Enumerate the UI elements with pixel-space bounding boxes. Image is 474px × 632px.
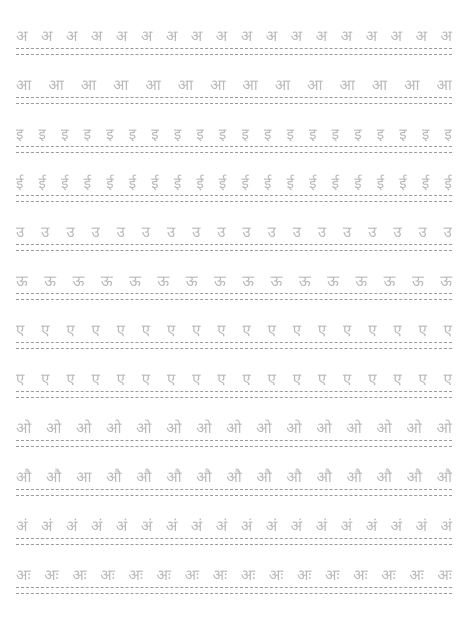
letter-sequence — [16, 410, 452, 436]
tracing-letter: ए — [66, 321, 75, 339]
letter-sequence — [16, 508, 452, 534]
tracing-letter: ए — [393, 370, 402, 388]
tracing-letter: ए — [292, 321, 302, 339]
practice-row — [16, 116, 452, 156]
tracing-letter: अ — [215, 27, 228, 45]
tracing-letter: ई — [38, 174, 46, 192]
letter-sequence — [16, 459, 452, 485]
tracing-letter: अं — [440, 517, 452, 535]
tracing-letter: ए — [418, 321, 427, 339]
tracing-letter: ए — [41, 370, 50, 388]
tracing-letter: अ — [340, 27, 353, 45]
tracing-letter: औ — [106, 468, 122, 486]
tracing-letter: ई — [444, 174, 452, 192]
tracing-letter: ओ — [376, 419, 392, 437]
tracing-letter: अः — [156, 566, 171, 584]
tracing-letter: अः — [16, 566, 31, 584]
tracing-letter: ए — [393, 321, 402, 339]
tracing-letter: अं — [190, 517, 203, 535]
tracing-letter: उ — [443, 223, 452, 241]
practice-row — [16, 263, 452, 303]
tracing-letter: ए — [443, 370, 452, 388]
tracing-letter: उ — [368, 223, 377, 241]
tracing-letter: ए — [217, 370, 226, 388]
practice-row — [16, 508, 452, 548]
tracing-letter: इ — [196, 125, 204, 143]
tracing-letter: ऊ — [327, 272, 339, 290]
practice-row — [16, 410, 452, 450]
tracing-letter: अं — [415, 517, 427, 535]
writing-guide-line — [16, 250, 452, 251]
tracing-letter: ओ — [16, 419, 32, 437]
tracing-letter: ए — [116, 370, 125, 388]
tracing-letter: ए — [141, 370, 151, 388]
tracing-letter: औ — [16, 468, 32, 486]
tracing-letter: इ — [444, 125, 452, 143]
tracing-letter: उ — [16, 223, 25, 241]
tracing-letter: इ — [218, 125, 227, 143]
tracing-letter: इ — [331, 125, 340, 143]
tracing-letter: अं — [165, 517, 178, 535]
tracing-letter: अ — [140, 27, 153, 45]
tracing-letter: अं — [115, 517, 128, 535]
tracing-letter: ई — [106, 174, 114, 192]
tracing-letter: अ — [40, 27, 53, 45]
practice-row — [16, 361, 452, 401]
writing-guide-line — [16, 391, 452, 392]
tracing-letter: ई — [173, 174, 182, 192]
tracing-letter: आ — [242, 76, 258, 94]
tracing-letter: ई — [196, 174, 204, 192]
tracing-letter: आ — [113, 76, 129, 94]
writing-guide-line — [16, 342, 452, 343]
tracing-letter: अ — [65, 27, 78, 45]
letter-sequence — [16, 214, 452, 240]
tracing-letter: ऊ — [213, 272, 226, 290]
tracing-letter: औ — [226, 468, 242, 486]
tracing-letter: अं — [215, 517, 228, 535]
tracing-letter: ई — [16, 174, 24, 192]
tracing-letter: ए — [242, 370, 251, 388]
tracing-letter: उ — [242, 223, 251, 241]
tracing-letter: इ — [151, 125, 159, 143]
tracing-letter: अं — [90, 517, 103, 535]
letter-sequence — [16, 67, 452, 93]
writing-guide-line — [16, 48, 452, 49]
tracing-letter: ई — [286, 174, 294, 192]
writing-guide-line — [16, 201, 452, 202]
practice-row — [16, 18, 452, 58]
practice-row — [16, 459, 452, 499]
tracing-letter: औ — [256, 468, 272, 486]
tracing-letter: इ — [106, 125, 114, 143]
tracing-letter: ई — [83, 174, 92, 192]
tracing-letter: अः — [296, 566, 312, 584]
tracing-letter: औ — [376, 468, 392, 486]
writing-guide-line — [16, 103, 452, 104]
tracing-letter: आ — [339, 76, 355, 94]
tracing-letter: ओ — [76, 419, 92, 437]
tracing-letter: ऊ — [383, 272, 396, 290]
tracing-letter: ए — [368, 321, 377, 339]
tracing-letter: ई — [61, 174, 69, 192]
tracing-letter: उ — [192, 223, 201, 241]
tracing-letter: ओ — [226, 419, 242, 437]
writing-guide-line — [16, 146, 452, 147]
tracing-letter: इ — [286, 125, 294, 143]
tracing-letter: ए — [242, 321, 251, 339]
tracing-letter: इ — [61, 125, 69, 143]
tracing-letter: औ — [196, 468, 212, 486]
writing-guide-line — [16, 544, 452, 545]
tracing-letter: औ — [46, 468, 62, 486]
tracing-letter: अः — [72, 566, 87, 584]
tracing-letter: ओ — [316, 419, 332, 437]
tracing-letter: औ — [346, 468, 362, 486]
writing-guide-line — [16, 299, 452, 300]
tracing-letter: औ — [286, 468, 302, 486]
tracing-letter: ए — [267, 370, 276, 388]
tracing-letter: आ — [76, 468, 92, 486]
writing-guide-line — [16, 446, 452, 447]
tracing-letter: अं — [65, 517, 78, 535]
tracing-letter: ओ — [46, 419, 62, 437]
tracing-letter: अ — [290, 27, 303, 45]
tracing-letter: अः — [44, 566, 59, 584]
tracing-letter: अं — [140, 517, 153, 535]
tracing-letter: इ — [38, 125, 46, 143]
tracing-letter: ए — [292, 370, 302, 388]
tracing-letter: औ — [136, 468, 152, 486]
tracing-letter: आ — [48, 76, 64, 94]
letter-sequence — [16, 18, 452, 44]
tracing-letter: ई — [218, 174, 227, 192]
tracing-letter: इ — [376, 125, 385, 143]
practice-row — [16, 312, 452, 352]
tracing-letter: ए — [217, 321, 226, 339]
letter-sequence — [16, 557, 452, 583]
tracing-letter: इ — [128, 125, 137, 143]
tracing-letter: अ — [365, 27, 378, 45]
tracing-letter: ओ — [406, 419, 422, 437]
tracing-letter: ए — [192, 370, 201, 388]
tracing-letter: इ — [309, 125, 317, 143]
tracing-letter: अं — [265, 517, 278, 535]
tracing-letter: ए — [166, 370, 176, 388]
tracing-letter: उ — [141, 223, 151, 241]
tracing-letter: अ — [90, 27, 103, 45]
tracing-letter: ई — [264, 174, 272, 192]
tracing-letter: ऊ — [242, 272, 255, 290]
tracing-letter: औ — [436, 468, 452, 486]
tracing-letter: अ — [315, 27, 328, 45]
tracing-letter: अं — [16, 517, 28, 535]
tracing-letter: उ — [41, 223, 50, 241]
tracing-letter: अ — [16, 27, 28, 45]
tracing-letter: इ — [264, 125, 272, 143]
tracing-letter: औ — [316, 468, 332, 486]
tracing-letter: ई — [309, 174, 317, 192]
writing-guide-line — [16, 495, 452, 496]
tracing-letter: ऊ — [72, 272, 85, 290]
tracing-letter: ए — [166, 321, 176, 339]
letter-sequence — [16, 263, 452, 289]
tracing-letter: इ — [83, 125, 92, 143]
tracing-letter: ऊ — [129, 272, 141, 290]
writing-guide-line — [16, 293, 452, 294]
tracing-letter: आ — [404, 76, 420, 94]
practice-row — [16, 165, 452, 205]
tracing-letter: इ — [354, 125, 362, 143]
tracing-letter: ऊ — [440, 272, 452, 290]
writing-guide-line — [16, 587, 452, 588]
tracing-letter: ऊ — [411, 272, 424, 290]
tracing-letter: इ — [16, 125, 24, 143]
writing-guide-line — [16, 538, 452, 539]
tracing-letter: अः — [325, 566, 340, 584]
tracing-letter: ऊ — [185, 272, 198, 290]
tracing-letter: अः — [240, 566, 256, 584]
tracing-letter: ऊ — [355, 272, 368, 290]
tracing-letter: इ — [399, 125, 407, 143]
writing-guide-line — [16, 244, 452, 245]
practice-row — [16, 557, 452, 597]
tracing-letter: औ — [166, 468, 182, 486]
tracing-letter: ए — [116, 321, 125, 339]
tracing-letter: उ — [66, 223, 75, 241]
tracing-letter: अ — [265, 27, 278, 45]
tracing-letter: आ — [210, 76, 226, 94]
tracing-letter: अः — [381, 566, 396, 584]
writing-guide-line — [16, 54, 452, 55]
letter-sequence — [16, 165, 452, 191]
letter-sequence — [16, 312, 452, 338]
tracing-letter: अः — [268, 566, 284, 584]
tracing-letter: ई — [376, 174, 385, 192]
tracing-letter: ई — [421, 174, 430, 192]
writing-guide-line — [16, 397, 452, 398]
tracing-letter: उ — [166, 223, 176, 241]
practice-row — [16, 214, 452, 254]
writing-guide-line — [16, 97, 452, 98]
tracing-letter: अ — [240, 27, 253, 45]
tracing-letter: अ — [390, 27, 402, 45]
tracing-letter: अः — [212, 566, 228, 584]
tracing-letter: आ — [80, 76, 97, 94]
writing-guide-line — [16, 489, 452, 490]
writing-guide-line — [16, 152, 452, 153]
tracing-letter: औ — [406, 468, 422, 486]
tracing-letter: अः — [128, 566, 143, 584]
tracing-letter: ए — [343, 321, 352, 339]
tracing-letter: ई — [354, 174, 362, 192]
tracing-letter: उ — [343, 223, 352, 241]
tracing-letter: अ — [165, 27, 178, 45]
tracing-letter: ए — [66, 370, 75, 388]
tracing-letter: ए — [267, 321, 276, 339]
tracing-letter: उ — [393, 223, 402, 241]
tracing-letter: ए — [16, 321, 25, 339]
tracing-letter: आ — [145, 76, 161, 94]
letter-sequence — [16, 361, 452, 387]
tracing-letter: ए — [418, 370, 427, 388]
tracing-letter: अः — [184, 566, 200, 584]
tracing-letter: आ — [274, 76, 291, 94]
tracing-letter: ओ — [256, 419, 272, 437]
tracing-letter: ऊ — [270, 272, 283, 290]
tracing-letter: ऊ — [16, 272, 28, 290]
tracing-letter: अः — [437, 566, 452, 584]
tracing-letter: ओ — [106, 419, 122, 437]
writing-guide-line — [16, 195, 452, 196]
tracing-letter: ई — [399, 174, 407, 192]
tracing-letter: ओ — [136, 419, 152, 437]
tracing-letter: ए — [141, 321, 151, 339]
tracing-letter: इ — [421, 125, 430, 143]
tracing-letter: उ — [292, 223, 301, 241]
practice-row — [16, 67, 452, 107]
tracing-letter: आ — [371, 76, 388, 94]
tracing-letter: अं — [240, 517, 253, 535]
tracing-letter: ए — [443, 321, 452, 339]
tracing-letter: अं — [40, 517, 53, 535]
tracing-letter: उ — [91, 223, 100, 241]
tracing-letter: ई — [128, 174, 137, 192]
letter-sequence — [16, 116, 452, 142]
tracing-letter: ए — [16, 370, 25, 388]
tracing-letter: अं — [290, 517, 303, 535]
tracing-letter: ए — [91, 321, 100, 339]
tracing-letter: अ — [190, 27, 203, 45]
tracing-letter: आ — [177, 76, 194, 94]
writing-guide-line — [16, 593, 452, 594]
tracing-letter: उ — [217, 223, 226, 241]
tracing-letter: ऊ — [44, 272, 57, 290]
tracing-letter: अ — [115, 27, 128, 45]
tracing-letter: आ — [436, 76, 452, 94]
tracing-letter: ओ — [196, 419, 212, 437]
tracing-letter: उ — [267, 223, 276, 241]
tracing-letter: ए — [91, 370, 100, 388]
tracing-letter: अं — [340, 517, 353, 535]
tracing-letter: अ — [440, 27, 452, 45]
tracing-letter: अं — [365, 517, 378, 535]
tracing-letter: ई — [331, 174, 340, 192]
tracing-letter: ई — [151, 174, 159, 192]
tracing-letter: ए — [192, 321, 201, 339]
tracing-letter: ऊ — [157, 272, 170, 290]
writing-guide-line — [16, 348, 452, 349]
tracing-letter: ओ — [346, 419, 362, 437]
tracing-letter: इ — [173, 125, 182, 143]
tracing-letter: ए — [368, 370, 377, 388]
tracing-letter: ए — [41, 321, 50, 339]
tracing-letter: ऊ — [100, 272, 113, 290]
tracing-letter: ए — [317, 321, 327, 339]
writing-guide-line — [16, 440, 452, 441]
tracing-letter: इ — [241, 125, 249, 143]
tracing-letter: ई — [241, 174, 249, 192]
tracing-letter: उ — [116, 223, 125, 241]
tracing-letter: उ — [418, 223, 427, 241]
tracing-letter: आ — [307, 76, 323, 94]
tracing-letter: ऊ — [298, 272, 311, 290]
tracing-letter: ए — [343, 370, 352, 388]
tracing-letter: ओ — [436, 419, 452, 437]
tracing-letter: ए — [317, 370, 327, 388]
tracing-letter: अः — [409, 566, 424, 584]
tracing-letter: अः — [353, 566, 368, 584]
tracing-letter: ओ — [286, 419, 302, 437]
tracing-letter: ओ — [166, 419, 182, 437]
tracing-letter: अ — [415, 27, 427, 45]
tracing-letter: अं — [390, 517, 402, 535]
tracing-letter: अः — [100, 566, 115, 584]
tracing-letter: आ — [16, 76, 32, 94]
tracing-letter: अं — [315, 517, 328, 535]
tracing-letter: उ — [317, 223, 327, 241]
